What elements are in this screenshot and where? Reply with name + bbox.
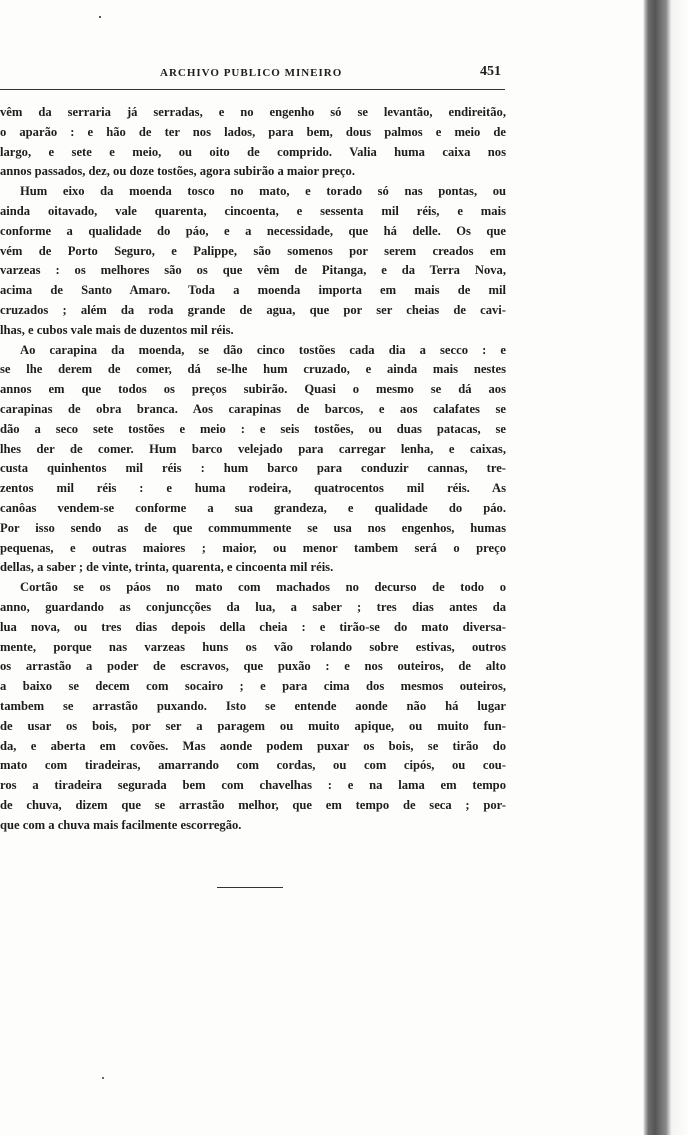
text-line: cruzados ; além da roda grande de agua, que por ser cheias de cavi- xyxy=(0,302,506,317)
running-title: ARCHIVO PUBLICO MINEIRO xyxy=(160,67,343,79)
paragraph xyxy=(0,341,506,579)
text-line: dellas, a saber ; de vinte, trinta, quarenta, e cincoenta mil réis. xyxy=(0,560,334,575)
text-line: largo, e sete e meio, ou oito de comprido. Valia huma caixa nos xyxy=(0,144,506,159)
paragraph xyxy=(0,182,506,340)
text-line: varzeas : os melhores são os que vêm de Pitanga, e da Terra Nova, xyxy=(0,263,506,278)
text-line: custa quinhentos mil réis : hum barco para conduzir cannas, tre- xyxy=(0,461,506,476)
text-line: anno, guardando as conjuncções da lua, a saber ; tres dias antes da xyxy=(0,599,506,614)
text-line: se lhe derem de comer, dá se-lhe hum cruzado, e ainda mais nestes xyxy=(0,362,506,377)
page-number: 451 xyxy=(480,64,501,79)
text-line: vêm da serraria já serradas, e no engenho só se levantão, endireitão, xyxy=(0,105,506,119)
text-line: o aparão : e hão de ter nos lados, para bem, dous palmos e meio de xyxy=(0,124,506,139)
text-line: ros a tiradeira segurada bem com chavelhas : e na lama em tempo xyxy=(0,778,506,793)
text-line: lua nova, ou tres dias depois della cheia : e tirão-se do mato diversa- xyxy=(0,619,506,634)
text-line: canôas vendem-se conforme a sua grandeza, e qualidade do páo. xyxy=(0,500,506,515)
text-line: Cortão se os páos no mato com machados no decurso de todo o xyxy=(20,580,506,595)
speck-mark xyxy=(99,16,101,18)
text-line: lhas, e cubos vale mais de duzentos mil réis. xyxy=(0,322,234,337)
text-line: tambem se arrastão puxando. Isto se entende aonde não há lugar xyxy=(0,698,506,713)
text-line: annos em que todos os preços subirão. Quasi o mesmo se dá aos xyxy=(0,382,506,397)
paragraph xyxy=(0,578,506,835)
body-text xyxy=(0,103,506,835)
text-line: mente, porque nas varzeas huns os vão rolando sobre estivas, outros xyxy=(0,639,506,654)
text-line: Por isso sendo as de que commummente se usa nos engenhos, humas xyxy=(0,520,506,535)
text-line: de usar os bois, por ser a paragem ou muito apique, ou muito fun- xyxy=(0,718,506,733)
text-line: annos passados, dez, ou doze tostões, agora subirão a maior preço. xyxy=(0,164,355,179)
speck-mark xyxy=(102,1077,104,1079)
header-rule xyxy=(0,89,505,90)
binding-edge xyxy=(633,0,688,1135)
text-line: mato com tiradeiras, amarrando com cordas, ou com cipós, ou cou- xyxy=(0,758,506,773)
text-line: pequenas, e outras maiores ; maior, ou menor tambem será o preço xyxy=(0,540,506,555)
text-line: ainda oitavado, vale quarenta, cincoenta, e sessenta mil réis, e mais xyxy=(0,203,506,218)
text-line: vém de Porto Seguro, e Palippe, são somenos por serem creados em xyxy=(0,243,506,258)
text-line: de chuva, dizem que se arrastão melhor, que em tempo de seca ; por- xyxy=(0,797,506,812)
text-line: os arrastão a poder de escravos, que puxão : e nos outeiros, de alto xyxy=(0,659,506,674)
page-header xyxy=(0,64,506,84)
text-line: Hum eixo da moenda tosco no mato, e torado só nas pontas, ou xyxy=(20,184,506,199)
text-line: a baixo se decem com socairo ; e para cima dos mesmos outeiros, xyxy=(0,679,506,694)
text-line: carapinas de obra branca. Aos carapinas de barcos, e aos calafates se xyxy=(0,401,506,416)
text-line: acima de Santo Amaro. Toda a moenda importa em mais de mil xyxy=(0,283,506,298)
text-line: zentos mil réis : e huma rodeira, quatrocentos mil réis. As xyxy=(0,481,506,496)
text-line: lhes der de comer. Hum barco velejado para carregar lenha, e caixas, xyxy=(0,441,506,456)
text-line: conforme a qualidade do páo, e a necessidade, que há delle. Os que xyxy=(0,223,506,238)
text-line: que com a chuva mais facilmente escorregão. xyxy=(0,817,242,832)
closing-rule xyxy=(217,887,283,888)
paragraph xyxy=(0,103,506,182)
text-line: da, e aberta em covões. Mas aonde podem puxar os bois, se tirão do xyxy=(0,738,506,753)
text-line: dão a seco sete tostões e meio : e seis tostões, ou duas patacas, se xyxy=(0,421,506,436)
text-line: Ao carapina da moenda, se dão cinco tostões cada dia a secco : e xyxy=(20,342,506,357)
